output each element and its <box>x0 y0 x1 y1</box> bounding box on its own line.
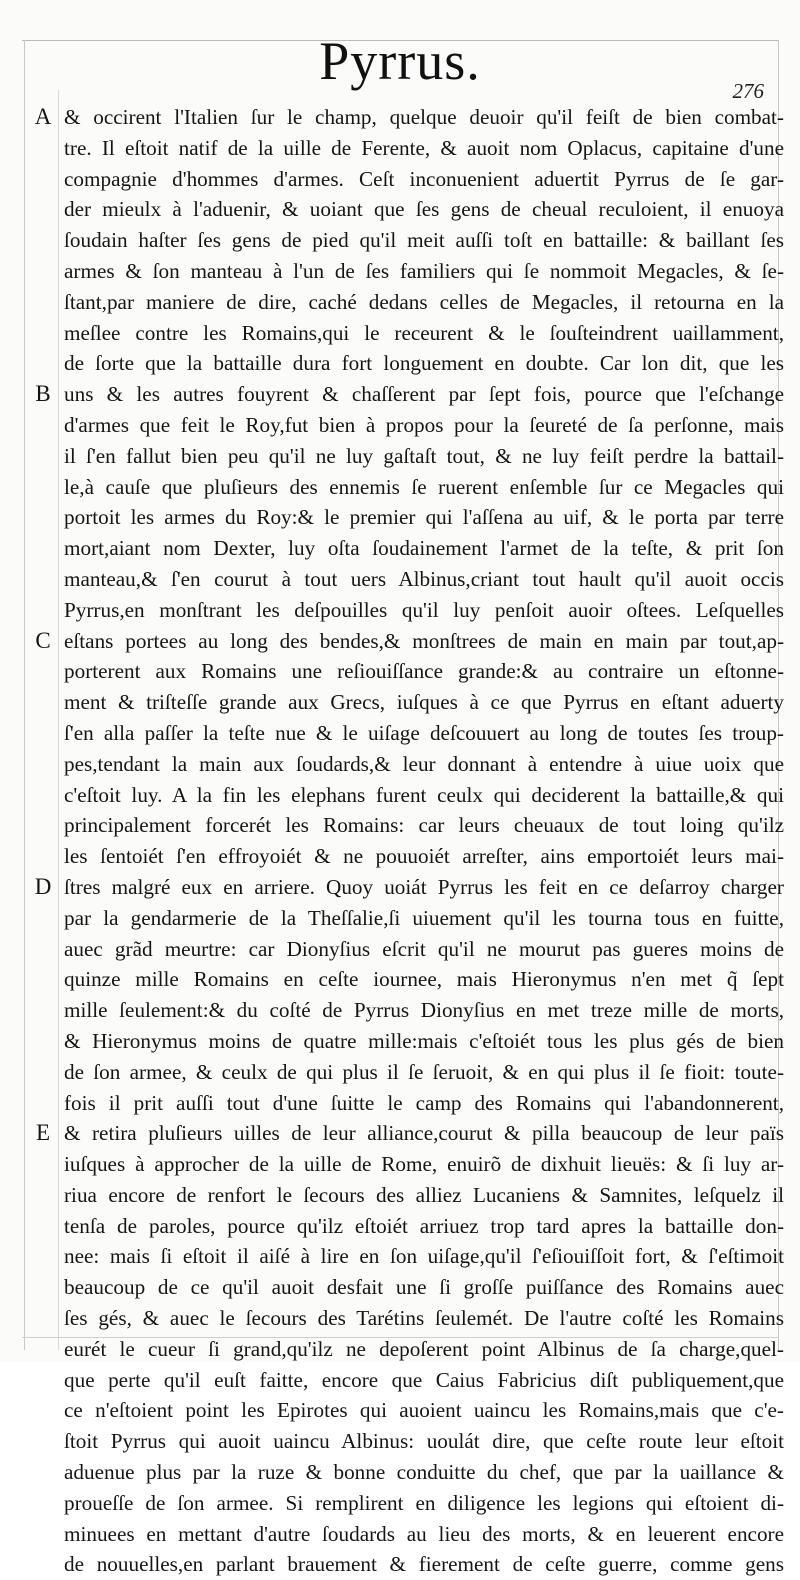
text-line: tenſa de paroles, pource qu'ilz eſtoiét arriuez trop tard apres la battaille don- <box>64 1213 784 1238</box>
text-line: de ſorte que la battaille dura fort longuement en doubte. Car lon dit, que les <box>64 351 784 376</box>
text-line: fois il prit auſſi tout d'une ſuitte le camp des Romains qui l'abandonnerent, <box>64 1090 784 1115</box>
text-line: tre. Il eſtoit natif de la uille de Ferente, & auoit nom Oplacus, capitaine d'une <box>64 135 784 160</box>
text-line: ce n'eſtoient point les Epirotes qui auoient uaincu les Romains,mais que c'e- <box>64 1398 784 1423</box>
text-line: minuees en mettant d'autre ſoudards au lieu des morts, & en leuerent encore <box>64 1521 784 1546</box>
text-line: proueſſe de ſon armee. Si remplirent en diligence les legions qui eſtoient di- <box>64 1490 784 1515</box>
text-line: & retira pluſieurs uilles de leur alliance,courut & pilla beaucoup de leur païs <box>64 1121 784 1146</box>
margin-section-letter: C <box>35 627 51 653</box>
body-text <box>64 102 784 1580</box>
text-line: d'armes que feit le Roy,fut bien à propos pour la ſeureté de ſa perſonne, mais <box>64 412 784 437</box>
text-line: nee: mais ſi eſtoit il aiſé à lire en ſon uiſage,qu'il ſ'eſiouiſſoit fort, & ſ'eſtimoit <box>64 1244 784 1269</box>
text-line: ſtoit Pyrrus qui auoit uaincu Albinus: uoulát dire, que ceſte route leur eſtoit <box>64 1429 784 1454</box>
text-line: der mieulx à l'aduenir, & uoiant que ſes gens de cheual reculoient, il enuoya <box>64 197 784 222</box>
text-line: mort,aiant nom Dexter, luy oſta ſoudainement l'armet de la teſte, & prit ſon <box>64 536 784 561</box>
text-line: mille ſeulement:& du coſté de Pyrrus Dionyſius en met treze mille de morts, <box>64 998 784 1023</box>
text-line: par la gendarmerie de la Theſſalie,ſi uiuement qu'il les tourna tous en fuitte, <box>64 905 784 930</box>
text-line: riua encore de renfort le ſecours des alliez Lucaniens & Samnites, leſquelz il <box>64 1182 784 1207</box>
page-number: 276 <box>732 79 764 103</box>
text-line: de ſon armee, & ceulx de qui plus il ſe ſeruoit, & en qui plus il ſe fioit: toute- <box>64 1059 784 1084</box>
text-line: ſtres malgré eux en arriere. Quoy uoiát Pyrrus les feit en ce deſarroy charger <box>64 874 784 899</box>
text-line: beaucoup de ce qu'il auoit desfait une ſi groſſe puiſſance des Romains auec <box>64 1275 784 1300</box>
text-line: armes & ſon manteau à l'un de ſes familiers qui ſe nommoit Megacles, & ſe- <box>64 258 784 283</box>
text-line: eſtans portees au long des bendes,& monſtrees de main en main par tout,ap- <box>64 628 784 653</box>
text-line: les ſentoiét ſ'en effroyoiét & ne pouuoiét arreſter, ains emportoiét leurs mai- <box>64 844 784 869</box>
text-line: manteau,& ſ'en courut à tout uers Albinus,criant tout hault qu'il auoit occis <box>64 566 784 591</box>
text-line: c'eſtoit luy. A la fin les elephans furent ceulx qui deciderent la battaille,& qui <box>64 782 784 807</box>
text-line: meſlee contre les Romains,qui le receurent & le ſouſteindrent uaillamment, <box>64 320 784 345</box>
text-line: iuſques à approcher de la uille de Rome, enuirõ de dixhuit lieuës: & ſi luy ar- <box>64 1152 784 1177</box>
text-line: compagnie d'hommes d'armes. Ceſt inconuenient aduertit Pyrrus de ſe gar- <box>64 166 784 191</box>
margin-section-letter: A <box>34 104 52 129</box>
text-line: que perte qu'il euſt faitte, encore que Caius Fabricius diſt publiquement,que <box>64 1367 784 1392</box>
text-line: uns & les autres fouyrent & chaſſerent par ſept fois, pource que l'eſchange <box>64 382 784 407</box>
text-line: ſes gés, & auec le ſecours des Tarétins ſeulemét. De l'autre coſté les Romains <box>64 1306 784 1331</box>
margin-section-letter: D <box>34 874 52 899</box>
running-head-title: Pyrrus. <box>319 31 481 91</box>
text-line: auec grãd meurtre: car Dionyſius eſcrit qu'il ne mourut pas gueres moins de <box>64 936 784 961</box>
left-border-rule <box>24 40 25 1350</box>
text-line: & Hieronymus moins de quatre mille:mais c'eſtoiét tous les plus gés de bien <box>64 1028 784 1053</box>
text-line: pes,tendant la main aux ſoudards,& leur donnant à entendre à uiue uoix que <box>64 751 784 776</box>
text-line: le,à cauſe que pluſieurs des ennemis ſe ruerent enſemble ſur ce Megacles qui <box>64 474 784 499</box>
text-line: ſtant,par maniere de dire, caché dedans celles de Megacles, il retourna en la <box>64 289 784 314</box>
text-line: il ſ'en fallut bien peu qu'il ne luy gaſtaſt tout, & ne luy feiſt perdre la battail- <box>64 443 784 468</box>
text-line: de nouuelles,en parlant brauement & fierement de ceſte guerre, comme gens <box>64 1552 784 1577</box>
text-line: quinze mille Romains en ceſte iournee, mais Hieronymus n'en met q̃ ſept <box>64 967 784 992</box>
text-line: eurét le cueur ſi grand,qu'ilz ne depoſerent point Albinus de ſa charge,quel- <box>64 1336 784 1361</box>
text-line: ſ'en alla paſſer la teſte nue & le uiſage deſcouuert au long de toutes ſes troup- <box>64 720 784 745</box>
inner-margin-rule <box>58 90 59 1350</box>
margin-section-letter: B <box>35 381 51 407</box>
text-line: ſoudain haſter ſes gens de pied qu'il meit auſſi toſt en battaille: & baillant ſes <box>64 228 784 253</box>
text-line: ment & triſteſſe grande aux Grecs, iuſques à ce que Pyrrus en eſtant aduerty <box>64 690 784 715</box>
text-line: portoit les armes du Roy:& le premier qui l'aſſena au uif, & le porta par terre <box>64 505 784 530</box>
text-line: porterent aux Romains une reſiouiſſance grande:& au contraire un eſtonne- <box>64 659 784 684</box>
text-line: & occirent l'Italien ſur le champ, quelque deuoir qu'il feiſt de bien combat- <box>64 105 784 129</box>
margin-section-letter: E <box>35 1120 51 1146</box>
text-line: principalement forcerét les Romains: car leurs cheuaux de tout loing qu'ilz <box>64 813 784 838</box>
text-line: Pyrrus,en monſtrant les deſpouilles qu'il luy penſoit auoir oſtees. Leſquelles <box>64 597 784 622</box>
text-line: aduenue plus par la ruze & bonne conduitte du chef, que par la uaillance & <box>64 1460 784 1485</box>
